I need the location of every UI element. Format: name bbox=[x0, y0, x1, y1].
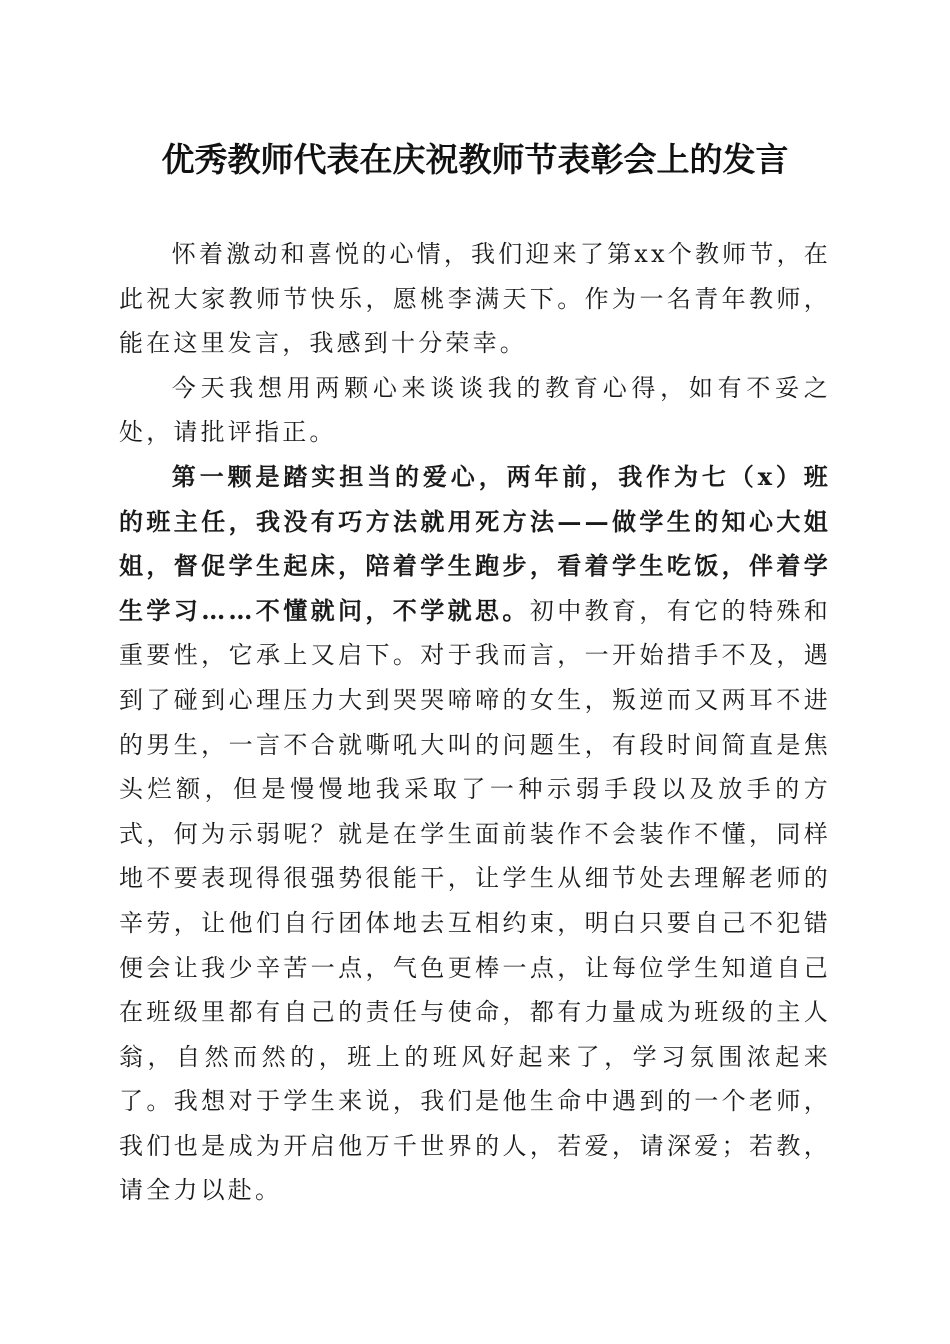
document-title: 优秀教师代表在庆祝教师节表彰会上的发言 bbox=[161, 140, 789, 179]
document-body bbox=[119, 232, 831, 1213]
paragraph-2: 今天我想用两颗心来谈谈我的教育心得，如有不妥之处，请批评指正。 bbox=[119, 373, 831, 447]
paragraph-1: 怀着激动和喜悦的心情，我们迎来了第xx个教师节，在此祝大家教师节快乐，愿桃李满天下。作为一名青年教师，能在这里发言，我感到十分荣幸。 bbox=[119, 240, 831, 358]
paragraph-3-lead: 第一颗是踏实担当的爱心，两年前，我作为七（x）班的班主任，我没有巧方法就用死方法——做学生的知心大姐姐，督促学生起床，陪着学生跑步，看着学生吃饭，伴着学生学习……不懂就问，不学就思。 bbox=[119, 461, 831, 625]
paragraph-3-rest: 初中教育，有它的特殊和重要性，它承上又启下。对于我而言，一开始措手不及，遇到了碰到心理压力大到哭哭啼啼的女生，叛逆而又两耳不进的男生，一言不合就嘶吼大叫的问题生，有段时间简直是焦头烂额，但是慢慢地我采取了一种示弱手段以及放手的方式，何为示弱呢？就是在学生面前装作不会装作不懂，同样地不要表现得很强势很能干，让学生从细节处去理解老师的辛劳，让他们自行团体地去互相约束，明白只要自己不犯错便会让我少辛苦一点，气色更棒一点，让每位学生知道自己在班级里都有自己的责任与使命，都有力量成为班级的主人翁，自然而然的，班上的班风好起来了，学习氛围浓起来了。我想对于学生来说，我们是他生命中遇到的一个老师，我们也是成为开启他万千世界的人，若爱，请深爱；若教，请全力以赴。 bbox=[119, 596, 832, 1205]
paragraph-3 bbox=[119, 455, 831, 1213]
